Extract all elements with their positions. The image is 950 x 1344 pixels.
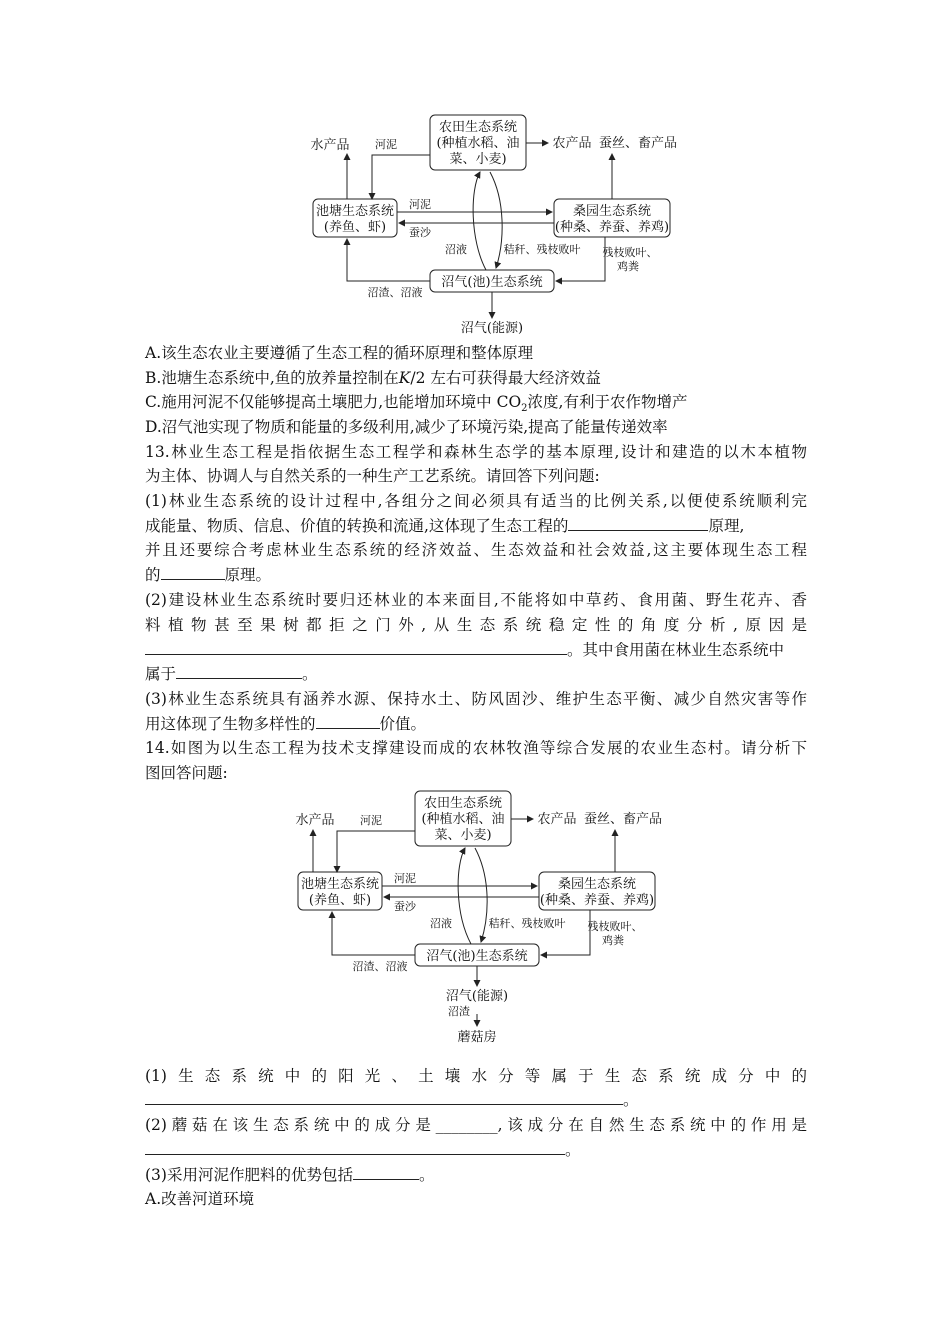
water-product-label: 水产品 [295, 813, 335, 828]
silkworm-sand-label: 蚕沙 [394, 900, 416, 913]
silk-product-label: 蚕丝、畜产品 [583, 812, 663, 827]
farm-product-label: 农产品 [552, 136, 592, 151]
pond-label-1: 池塘生态系统 [300, 877, 380, 892]
q14-p2-line2: 。 [145, 1138, 807, 1163]
mulberry-label-2: (种桑、养蚕、养鸡) [539, 893, 655, 908]
answer-blank [145, 640, 567, 655]
q13-stem-1: 13.林业生态工程是指依据生态工程学和森林生态学的基本原理,设计和建造的以木本植物 [145, 443, 807, 461]
branches-label-2: 鸡粪 [617, 260, 639, 273]
q13-p2-line4: 属于 。 [145, 665, 318, 683]
q14-stem-2: 图回答问题: [145, 764, 228, 782]
option-c: C.施用河泥不仅能够提高土壤肥力,也能增加环境中 $CO_2$浓度,有利于农作物增产 [145, 393, 688, 415]
q13-p1-line3: 并且还要综合考虑林业生态系统的经济效益、生态效益和社会效益,这主要体现生态工程 [145, 541, 807, 559]
answer-blank [568, 516, 708, 531]
q13-p2-line1: (2)建设林业生态系统时要归还林业的本来面目,不能将如中草药、食用菌、野生花卉、香 [145, 591, 807, 609]
q13-p2-line3: 。其中食用菌在林业生态系统中 [145, 638, 807, 663]
q13-p1-line4: 的 原理。 [145, 566, 272, 584]
biogas-label: 沼气(池)生态系统 [426, 949, 528, 964]
residue-label-2: 沼渣 [448, 1005, 470, 1018]
field-label-3: 菜、小麦) [434, 828, 492, 843]
branches-label-1: 残枝败叶、 [602, 246, 658, 259]
field-label-3: 菜、小麦) [449, 152, 507, 167]
residue-label: 沼渣、沼液 [367, 286, 423, 299]
q14-p3: (3)采用河泥作肥料的优势包括 。 [145, 1166, 435, 1184]
answer-blank [145, 1140, 565, 1155]
q13-p3-line2: 用这体现了生物多样性的 价值。 [145, 715, 427, 733]
q13-p1-line2: 成能量、物质、信息、价值的转换和流通,这体现了生态工程的 原理, [145, 517, 745, 535]
answer-blank [145, 1090, 623, 1105]
biogas-label: 沼气(池)生态系统 [441, 275, 543, 290]
pond-label-2: (养鱼、虾) [323, 220, 387, 235]
ecosystem-diagram-1 [300, 110, 700, 340]
q14-p1-line2: 。 [145, 1088, 807, 1113]
silk-product-label: 蚕丝、畜产品 [598, 136, 678, 151]
field-label-1: 农田生态系统 [438, 120, 518, 135]
answer-blank [316, 714, 380, 729]
branches-label-1: 残枝败叶、 [587, 920, 643, 933]
q14-stem-1: 14.如图为以生态工程为技术支撑建设而成的农林牧渔等综合发展的农业生态村。请分析下 [145, 739, 807, 757]
biogas-energy-label: 沼气(能源) [445, 989, 509, 1004]
biogas-liquid-label: 沼液 [445, 243, 467, 256]
river-mud-label: 河泥 [360, 814, 382, 827]
option-b: B.池塘生态系统中,鱼的放养量控制在K/2 左右可获得最大经济效益 [145, 369, 601, 387]
water-product-label: 水产品 [310, 138, 350, 153]
mulberry-label-1: 桑园生态系统 [557, 877, 637, 892]
q14-p1-line1: (1)生态系统中的阳光、土壤水分等属于生态系统成分中的 [145, 1067, 807, 1085]
ecosystem-diagram-2 [285, 786, 685, 1048]
q14-p2-line1: (2)蘑菇在该生态系统中的成分是________,该成分在自然生态系统中的作用是 [145, 1116, 807, 1134]
option-a: A.该生态农业主要遵循了生态工程的循环原理和整体原理 [145, 344, 534, 362]
option-d: D.沼气池实现了物质和能量的多级利用,减少了环境污染,提高了能量传递效率 [145, 418, 668, 436]
answer-blank [353, 1165, 419, 1180]
silkworm-sand-label: 蚕沙 [409, 226, 431, 239]
q14-option-a: A.改善河道环境 [145, 1190, 255, 1208]
farm-product-label: 农产品 [537, 812, 577, 827]
q13-p2-line2: 料植物甚至果树都拒之门外,从生态系统稳定性的角度分析,原因是 [145, 616, 807, 634]
field-label-1: 农田生态系统 [423, 796, 503, 811]
q13-p1-line1: (1)林业生态系统的设计过程中,各组分之间必须具有适当的比例关系,以便使系统顺利完 [145, 492, 807, 510]
straw-label: 秸秆、残枝败叶 [503, 243, 581, 256]
q13-stem-2: 为主体、协调人与自然关系的一种生产工艺系统。请回答下列问题: [145, 467, 600, 485]
branches-label-2: 鸡粪 [602, 934, 624, 947]
biogas-energy-label: 沼气(能源) [460, 321, 524, 336]
q13-p3-line1: (3)林业生态系统具有涵养水源、保持水土、防风固沙、维护生态平衡、减少自然灾害等作 [145, 690, 807, 708]
mulberry-label-1: 桑园生态系统 [572, 204, 652, 219]
field-label-2: (种植水稻、油 [436, 136, 520, 151]
field-label-2: (种植水稻、油 [421, 812, 505, 827]
residue-label: 沼渣、沼液 [352, 960, 408, 973]
river-mud-label-2: 河泥 [394, 872, 416, 885]
mulberry-label-2: (种桑、养蚕、养鸡) [554, 220, 670, 235]
answer-blank [161, 565, 225, 580]
river-mud-label: 河泥 [375, 138, 397, 151]
pond-label-1: 池塘生态系统 [315, 204, 395, 219]
biogas-liquid-label: 沼液 [430, 917, 452, 930]
mushroom-house-label: 蘑菇房 [457, 1030, 497, 1045]
river-mud-label-2: 河泥 [409, 198, 431, 211]
straw-label: 秸秆、残枝败叶 [488, 917, 566, 930]
pond-label-2: (养鱼、虾) [308, 893, 372, 908]
answer-blank [176, 664, 302, 679]
